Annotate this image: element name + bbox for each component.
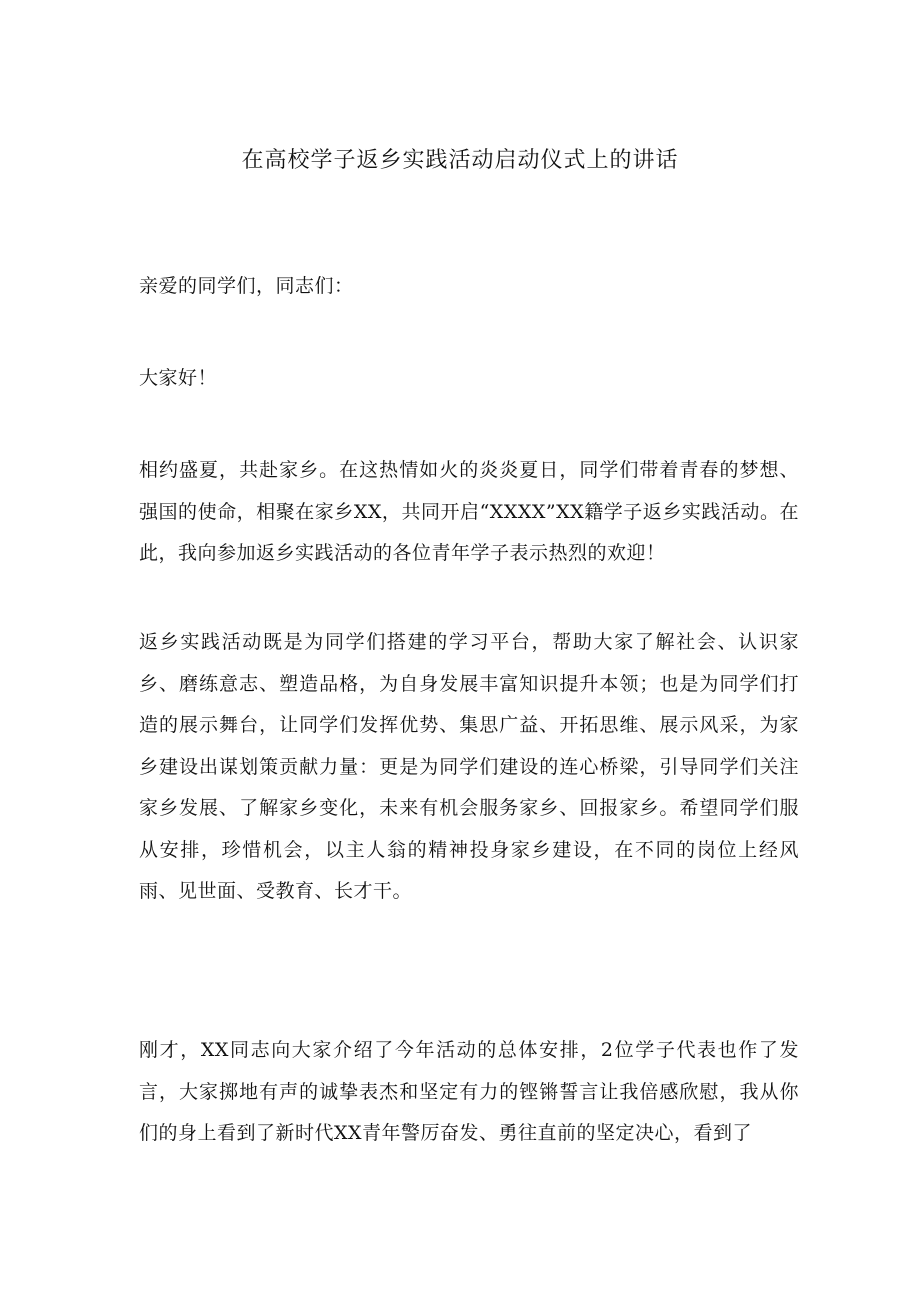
paragraph-2: 返乡实践活动既是为同学们搭建的学习平台，帮助大家了解社会、认识家乡、磨练意志、塑造品格，为自身发展丰富知识提升本领；也是为同学们打造的展示舞台，让同学们发挥优势、集思广益、开拓思维、展示风采，为家乡建设出谋划策贡献力量：更是为同学们建设的连心桥梁，引导同学们关注家乡发展、了解家乡变化，未来有机会服务家乡、回报家乡。希望同学们服从安排，珍惜机会，以主人翁的精神投身家乡建设，在不同的岗位上经风雨、见世面、受教育、长才干。 xyxy=(139,631,799,902)
salutation: 亲爱的同学们，同志们： xyxy=(139,275,354,297)
document-title: 在高校学子返乡实践活动启动仪式上的讲话 xyxy=(241,148,679,173)
paragraph-1: 相约盛夏，共赴家乡。在这热情如火的炎炎夏日，同学们带着青春的梦想、强国的使命，相聚在家乡XX，共同开启“XXXX”XX籍学子返乡实践活动。在此，我向参加返乡实践活动的各位青年学子表示热烈的欢迎！ xyxy=(139,459,799,564)
paragraph-3: 刚才，XX同志向大家介绍了今年活动的总体安排，2位学子代表也作了发言，大家掷地有声的诚挚表杰和坚定有力的铿锵誓言让我倍感欣慰，我从你们的身上看到了新时代XX青年警厉奋发、勇往直前的坚定决心，看到了 xyxy=(139,1039,799,1144)
greeting-line: 大家好！ xyxy=(139,367,218,389)
